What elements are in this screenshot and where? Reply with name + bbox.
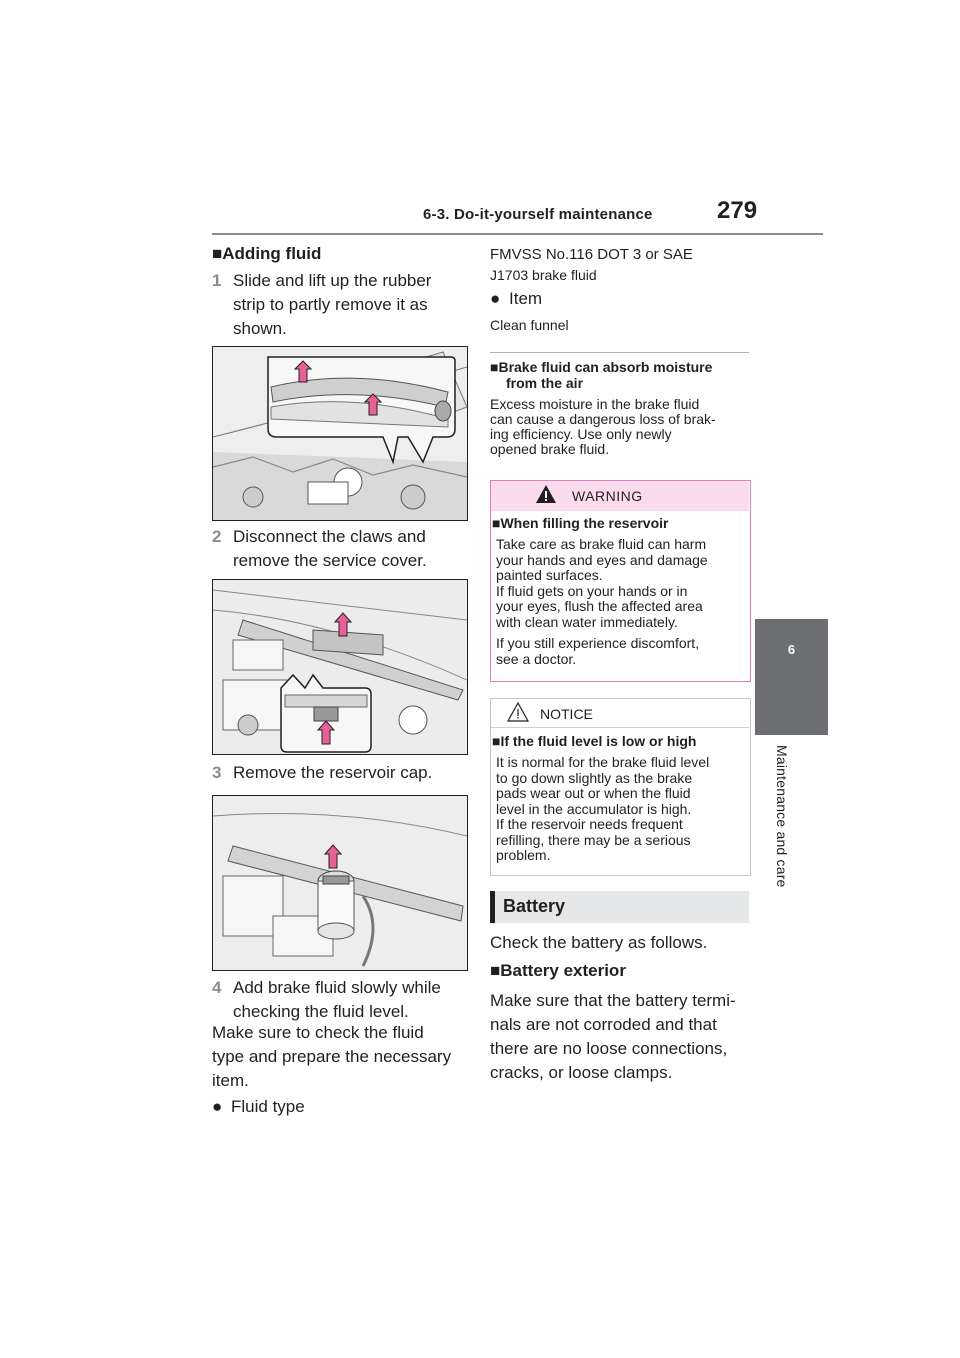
moisture-heading (490, 359, 752, 391)
text-line: Take care as brake fluid can harm (496, 536, 707, 552)
step-2 (212, 525, 462, 573)
section-heading-adding-fluid: ■Adding fluid (212, 244, 322, 263)
text-line: your eyes, flush the affected area (496, 598, 703, 614)
heading-line: ■Brake fluid can absorb moisture (490, 359, 713, 375)
step-1 (212, 269, 462, 341)
figure-rubber-strip (212, 346, 468, 521)
notice-text (496, 755, 748, 864)
text-line: pads wear out or when the fluid (496, 785, 691, 801)
paragraph-line: type and prepare the necessary (212, 1047, 452, 1066)
bullet-dot-icon: ● (490, 289, 501, 308)
battery-exterior-text (490, 989, 758, 1085)
paragraph-line: item. (212, 1071, 249, 1090)
step-text: remove the service cover. (233, 551, 427, 570)
moisture-text (490, 397, 752, 457)
step-text: strip to partly remove it as (233, 295, 428, 314)
figure-service-cover (212, 579, 468, 755)
text-line: refilling, there may be a serious (496, 831, 691, 848)
text-line: to go down slightly as the brake (496, 769, 693, 786)
step-text: Slide and lift up the rubber (233, 271, 432, 290)
battery-intro: Check the battery as follows. (490, 933, 708, 952)
paragraph-line: Make sure to check the fluid (212, 1023, 424, 1042)
bullet-item (490, 287, 542, 311)
notice-title: NOTICE (540, 706, 593, 722)
bullet-text: Fluid type (231, 1097, 305, 1116)
text-line: If the reservoir needs frequent (496, 816, 683, 832)
fluid-type-value (490, 245, 693, 285)
warning-subheading: ■When filling the reservoir (492, 515, 669, 531)
text-line: nals are not corroded and that (490, 1015, 717, 1034)
text-line: Make sure that the battery termi- (490, 991, 736, 1010)
step-number: 2 (212, 527, 222, 546)
page-number: 279 (717, 197, 758, 224)
text-line: there are no loose connections, (490, 1039, 728, 1058)
text-line: with clean water immediately. (496, 613, 678, 630)
warning-text (496, 537, 748, 667)
text-line: your hands and eyes and damage (496, 551, 708, 568)
bullet-text: Item (509, 289, 543, 308)
chapter-number: 6 (787, 642, 796, 657)
text-line: opened brake fluid. (490, 441, 610, 457)
fluid-line: J1703 brake fluid (490, 267, 597, 283)
text-line: cracks, or loose clamps. (490, 1063, 673, 1082)
warning-triangle-icon (535, 484, 557, 504)
text-line: It is normal for the brake fluid level (496, 754, 710, 770)
bullet-fluid-type (212, 1095, 305, 1119)
bullet-dot-icon: ● (212, 1097, 223, 1116)
text-line: painted surfaces. (496, 567, 603, 583)
text-line: problem. (496, 847, 551, 863)
text-line: Excess moisture in the brake fluid (490, 396, 700, 412)
fluid-line: FMVSS No.116 DOT 3 or SAE (490, 246, 693, 263)
text-line: see a doctor. (496, 650, 577, 667)
notice-subheading: ■If the fluid level is low or high (492, 733, 697, 749)
step-4 (212, 976, 462, 1024)
heading-line: from the air (506, 375, 584, 391)
step-text: Disconnect the claws and (233, 527, 426, 546)
text-line: ing efficiency. Use only newly (490, 426, 672, 442)
step-3 (212, 761, 462, 785)
divider (490, 352, 749, 353)
warning-title: WARNING (572, 488, 643, 504)
step-number: 4 (212, 978, 222, 997)
step-number: 3 (212, 763, 222, 782)
battery-exterior-heading: ■Battery exterior (490, 961, 626, 980)
step-text: shown. (233, 319, 287, 338)
step-text: checking the fluid level. (233, 1002, 409, 1021)
running-header-section: 6-3. Do-it-yourself maintenance (423, 206, 653, 223)
text-line: level in the accumulator is high. (496, 800, 692, 817)
step-text: Remove the reservoir cap. (233, 763, 433, 782)
divider (491, 727, 749, 728)
battery-heading: Battery (503, 896, 566, 916)
paragraph-check-fluid (212, 1021, 472, 1093)
item-value: Clean funnel (490, 317, 569, 333)
text-line: can cause a dangerous loss of brak- (490, 411, 716, 427)
chapter-title: Maintenance and care (774, 745, 790, 888)
notice-triangle-icon (507, 702, 529, 722)
chapter-tab (755, 619, 828, 735)
step-text: Add brake fluid slowly while (233, 978, 441, 997)
header-rule (212, 233, 823, 235)
figure-reservoir-cap (212, 795, 468, 971)
text-line: If fluid gets on your hands or in (496, 582, 688, 599)
step-number: 1 (212, 271, 222, 290)
text-line: If you still experience discomfort, (496, 635, 700, 651)
